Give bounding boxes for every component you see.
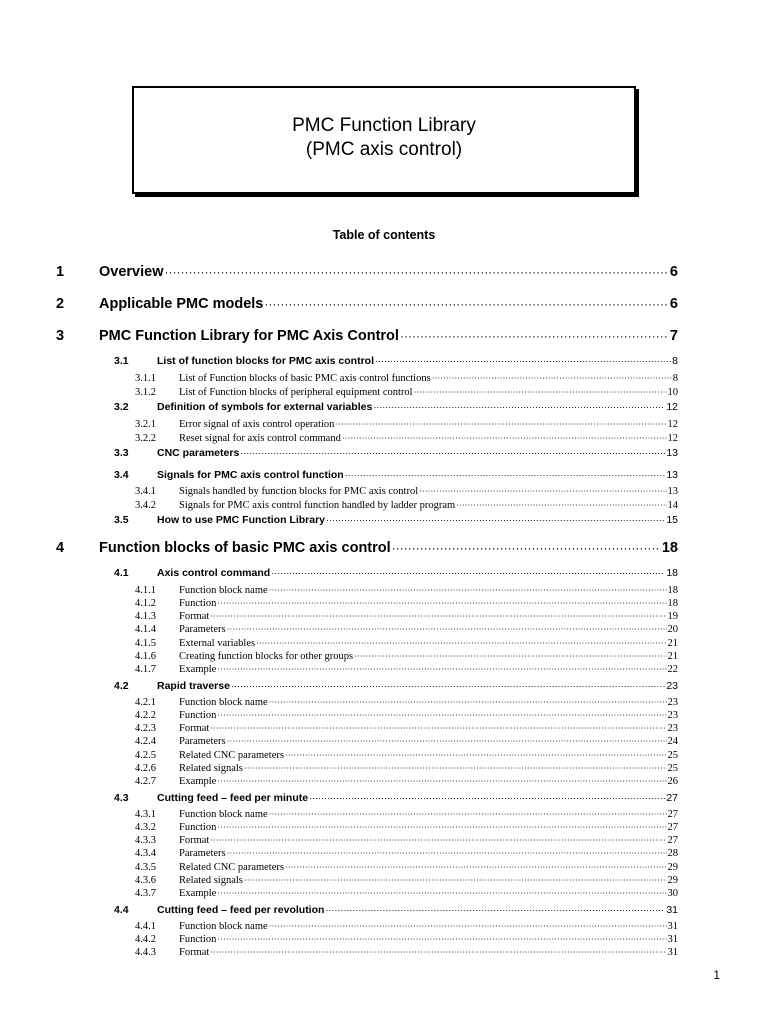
toc-entry-number: 4.3.3	[135, 835, 156, 846]
toc-entry-page: 22	[667, 664, 678, 675]
toc-entry-title: Related signals	[179, 763, 243, 774]
toc-entry-number: 3	[56, 328, 65, 344]
toc-entry-page: 10	[667, 387, 678, 398]
toc-entry-level3[interactable]	[135, 750, 678, 761]
toc-entry-number: 4.1.2	[135, 598, 156, 609]
toc-entry-title: Format	[179, 611, 210, 622]
toc-entry-level3[interactable]	[135, 736, 678, 747]
toc-entry-level3[interactable]	[135, 710, 678, 721]
toc-entry-page: 23	[667, 710, 678, 721]
toc-entry-title: External variables	[179, 638, 256, 649]
dot-leader	[354, 651, 666, 662]
toc-entry-page: 20	[667, 624, 678, 635]
toc-entry-page: 18	[661, 540, 678, 556]
toc-entry-page: 19	[667, 611, 678, 622]
toc-entry-number: 4.2.2	[135, 710, 156, 721]
toc-entry-title: Function	[179, 598, 217, 609]
dot-leader	[231, 680, 665, 692]
toc-entry-page: 27	[667, 835, 678, 846]
document-title: PMC Function Library	[292, 115, 476, 136]
toc-entry-level3[interactable]	[135, 888, 678, 899]
toc-entry-level3[interactable]	[135, 776, 678, 787]
toc-entry-title: Related CNC parameters	[179, 750, 284, 761]
toc-entry-level2[interactable]	[114, 447, 678, 459]
toc-heading: Table of contents	[332, 228, 436, 242]
toc-entry-number: 4.1.1	[135, 585, 156, 596]
document-subtitle: (PMC axis control)	[305, 139, 463, 160]
toc-entry-title: Error signal of axis control operation	[179, 419, 335, 430]
toc-entry-title: Related signals	[179, 875, 243, 886]
toc-entry-title: How to use PMC Function Library	[157, 514, 326, 526]
dot-leader	[217, 888, 666, 899]
toc-entry-number: 4.1	[114, 567, 129, 579]
toc-entry-level3[interactable]	[135, 934, 678, 945]
toc-entry-title: Axis control command	[157, 567, 271, 579]
toc-entry-title: Format	[179, 835, 210, 846]
dot-leader	[256, 638, 666, 649]
dot-leader	[392, 540, 661, 556]
toc-entry-title: List of Function blocks of peripheral equipment control	[179, 387, 413, 398]
dot-leader	[244, 875, 667, 886]
toc-entry-level3[interactable]	[135, 611, 678, 622]
toc-entry-number: 4.3	[114, 792, 129, 804]
toc-entry-page: 12	[667, 433, 678, 444]
toc-entry-level2[interactable]	[114, 469, 678, 481]
toc-entry-level2[interactable]	[114, 401, 678, 413]
toc-entry-page: 27	[667, 809, 678, 820]
toc-entry-level3[interactable]	[135, 651, 678, 662]
toc-entry-number: 4.4.3	[135, 947, 156, 958]
toc-entry-page: 31	[667, 921, 678, 932]
toc-entry-number: 3.4.1	[135, 486, 156, 497]
toc-entry-page: 31	[667, 934, 678, 945]
toc-entry-title: Example	[179, 664, 217, 675]
toc-entry-page: 15	[666, 514, 678, 526]
toc-entry-title: Applicable PMC models	[99, 296, 264, 312]
toc-entry-level3[interactable]	[135, 373, 678, 384]
toc-entry-number: 4.2.5	[135, 750, 156, 761]
dot-leader	[210, 611, 666, 622]
toc-entry-level2[interactable]	[114, 680, 678, 692]
toc-entry-title: Parameters	[179, 624, 226, 635]
toc-entry-page: 6	[669, 264, 678, 280]
toc-entry-number: 4.3.2	[135, 822, 156, 833]
toc-entry-level3[interactable]	[135, 763, 678, 774]
toc-entry-title: Parameters	[179, 736, 226, 747]
dot-leader	[269, 585, 667, 596]
toc-entry-level3[interactable]	[135, 822, 678, 833]
dot-leader	[335, 419, 666, 430]
toc-entry-level2[interactable]	[114, 567, 678, 579]
dot-leader	[227, 624, 667, 635]
toc-entry-level3[interactable]	[135, 419, 678, 430]
toc-entry-number: 4.1.3	[135, 611, 156, 622]
toc-entry-level3[interactable]	[135, 664, 678, 675]
toc-entry-level3[interactable]	[135, 598, 678, 609]
toc-entry-page: 28	[667, 848, 678, 859]
toc-entry-level2[interactable]	[114, 514, 678, 526]
toc-entry-number: 3.1	[114, 355, 129, 367]
toc-entry-level3[interactable]	[135, 921, 678, 932]
toc-entry-title: Function	[179, 822, 217, 833]
toc-entry-number: 4.2.6	[135, 763, 156, 774]
dot-leader	[432, 373, 672, 384]
dot-leader	[210, 947, 666, 958]
toc-entry-number: 3.5	[114, 514, 129, 526]
toc-entry-number: 2	[56, 296, 65, 312]
toc-entry-page: 23	[667, 723, 678, 734]
toc-entry-title: Creating function blocks for other groups	[179, 651, 354, 662]
toc-entry-level3[interactable]	[135, 848, 678, 859]
toc-entry-title: Function	[179, 934, 217, 945]
toc-entry-page: 18	[667, 585, 678, 596]
toc-entry-number: 4.4.2	[135, 934, 156, 945]
dot-leader	[217, 598, 666, 609]
toc-entry-number: 1	[56, 264, 65, 280]
toc-entry-page: 25	[667, 750, 678, 761]
toc-entry-page: 30	[667, 888, 678, 899]
toc-entry-title: Function block name	[179, 585, 268, 596]
dot-leader	[400, 328, 669, 344]
page-number: 1	[713, 968, 720, 982]
toc-entry-number: 4.3.1	[135, 809, 156, 820]
toc-entry-title: Function block name	[179, 697, 268, 708]
toc-entry-number: 4.2	[114, 680, 129, 692]
dot-leader	[269, 809, 667, 820]
dot-leader	[269, 697, 667, 708]
toc-entry-number: 4	[56, 540, 65, 556]
toc-entry-title: Example	[179, 776, 217, 787]
toc-entry-title: Format	[179, 947, 210, 958]
dot-leader	[309, 792, 665, 804]
toc-entry-number: 4.4.1	[135, 921, 156, 932]
toc-entry-title: Function blocks of basic PMC axis control	[99, 540, 391, 556]
dot-leader	[345, 469, 666, 481]
dot-leader	[210, 835, 666, 846]
toc-entry-page: 24	[667, 736, 678, 747]
toc-entry-number: 4.2.4	[135, 736, 156, 747]
toc-entry-level3[interactable]	[135, 433, 678, 444]
toc-entry-number: 4.1.6	[135, 651, 156, 662]
dot-leader	[217, 822, 666, 833]
toc-entry-page: 31	[667, 947, 678, 958]
toc-entry-title: Signals for PMC axis control function handled by ladder program	[179, 500, 456, 511]
dot-leader	[285, 750, 667, 761]
toc-entry-number: 4.3.4	[135, 848, 156, 859]
toc-entry-level2[interactable]	[114, 904, 678, 916]
dot-leader	[227, 736, 667, 747]
toc-entry-level3[interactable]	[135, 697, 678, 708]
toc-entry-title: Rapid traverse	[157, 680, 230, 692]
toc-entry-number: 4.1.4	[135, 624, 156, 635]
dot-leader	[210, 723, 666, 734]
toc-entry-page: 29	[667, 875, 678, 886]
toc-entry-page: 23	[666, 680, 678, 692]
toc-entry-number: 3.3	[114, 447, 129, 459]
toc-entry-page: 31	[666, 904, 678, 916]
toc-entry-title: List of function blocks for PMC axis control	[157, 355, 375, 367]
document-title-box	[132, 86, 636, 194]
toc-entry-level3[interactable]	[135, 835, 678, 846]
dot-leader	[419, 486, 666, 497]
toc-entry-number: 4.2.7	[135, 776, 156, 787]
toc-entry-title: Overview	[99, 264, 164, 280]
toc-entry-page: 29	[667, 862, 678, 873]
toc-entry-number: 4.2.3	[135, 723, 156, 734]
toc-entry-page: 18	[667, 598, 678, 609]
toc-entry-page: 14	[667, 500, 678, 511]
toc-entry-page: 27	[666, 792, 678, 804]
toc-entry-page: 12	[666, 401, 678, 413]
toc-entry-page: 13	[666, 469, 678, 481]
toc-entry-level3[interactable]	[135, 875, 678, 886]
toc-entry-page: 27	[667, 822, 678, 833]
toc-entry-level1[interactable]	[56, 540, 678, 556]
dot-leader	[244, 763, 667, 774]
dot-leader	[217, 776, 666, 787]
dot-leader	[217, 934, 666, 945]
toc-entry-level2[interactable]	[114, 792, 678, 804]
toc-entry-title: List of Function blocks of basic PMC axis control functions	[179, 373, 431, 384]
toc-entry-level1[interactable]	[56, 264, 678, 280]
toc-entry-level1[interactable]	[56, 296, 678, 312]
toc-entry-page: 25	[667, 763, 678, 774]
dot-leader	[373, 401, 665, 413]
dot-leader	[414, 387, 667, 398]
toc-entry-page: 23	[667, 697, 678, 708]
toc-entry-level3[interactable]	[135, 638, 678, 649]
toc-entry-title: Reset signal for axis control command	[179, 433, 341, 444]
toc-entry-number: 3.2.2	[135, 433, 156, 444]
toc-entry-level3[interactable]	[135, 387, 678, 398]
dot-leader	[240, 447, 665, 459]
toc-entry-title: Definition of symbols for external variables	[157, 401, 373, 413]
toc-entry-page: 21	[667, 638, 678, 649]
dot-leader	[325, 904, 665, 916]
toc-entry-title: Cutting feed – feed per revolution	[157, 904, 325, 916]
toc-entry-title: Signals handled by function blocks for PMC axis control	[179, 486, 419, 497]
toc-entry-page: 18	[666, 567, 678, 579]
toc-entry-page: 6	[669, 296, 678, 312]
toc-entry-number: 4.3.7	[135, 888, 156, 899]
toc-entry-level2[interactable]	[114, 355, 678, 367]
dot-leader	[264, 296, 669, 312]
toc-entry-number: 3.1.1	[135, 373, 156, 384]
toc-entry-number: 4.4	[114, 904, 129, 916]
toc-entry-title: Format	[179, 723, 210, 734]
toc-entry-title: CNC parameters	[157, 447, 240, 459]
toc-entry-level3[interactable]	[135, 862, 678, 873]
toc-entry-level3[interactable]	[135, 486, 678, 497]
dot-leader	[326, 514, 665, 526]
toc-entry-page: 7	[669, 328, 678, 344]
toc-entry-number: 3.2	[114, 401, 129, 413]
toc-entry-level3[interactable]	[135, 947, 678, 958]
dot-leader	[375, 355, 671, 367]
dot-leader	[227, 848, 667, 859]
dot-leader	[285, 862, 667, 873]
toc-entry-page: 21	[667, 651, 678, 662]
toc-entry-page: 8	[672, 355, 678, 367]
toc-entry-level3[interactable]	[135, 500, 678, 511]
toc-entry-number: 3.2.1	[135, 419, 156, 430]
toc-entry-number: 4.3.5	[135, 862, 156, 873]
toc-entry-number: 4.1.5	[135, 638, 156, 649]
toc-entry-title: PMC Function Library for PMC Axis Control	[99, 328, 399, 344]
dot-leader	[271, 567, 665, 579]
toc-entry-title: Function block name	[179, 809, 268, 820]
dot-leader	[165, 264, 669, 280]
toc-entry-title: Function	[179, 710, 217, 721]
dot-leader	[342, 433, 667, 444]
toc-entry-level3[interactable]	[135, 809, 678, 820]
toc-entry-page: 12	[667, 419, 678, 430]
toc-entry-page: 13	[666, 447, 678, 459]
toc-entry-page: 13	[667, 486, 678, 497]
toc-entry-title: Parameters	[179, 848, 226, 859]
toc-entry-level3[interactable]	[135, 624, 678, 635]
toc-entry-number: 4.1.7	[135, 664, 156, 675]
toc-entry-title: Related CNC parameters	[179, 862, 284, 873]
toc-entry-title: Example	[179, 888, 217, 899]
dot-leader	[217, 664, 666, 675]
dot-leader	[456, 500, 666, 511]
dot-leader	[217, 710, 666, 721]
toc-entry-level1[interactable]	[56, 328, 678, 344]
toc-entry-number: 4.2.1	[135, 697, 156, 708]
toc-entry-title: Signals for PMC axis control function	[157, 469, 344, 481]
dot-leader	[269, 921, 667, 932]
toc-entry-level3[interactable]	[135, 723, 678, 734]
toc-entry-title: Function block name	[179, 921, 268, 932]
toc-entry-number: 3.4.2	[135, 500, 156, 511]
toc-entry-level3[interactable]	[135, 585, 678, 596]
toc-entry-page: 8	[672, 373, 678, 384]
toc-entry-number: 4.3.6	[135, 875, 156, 886]
toc-entry-number: 3.4	[114, 469, 129, 481]
toc-entry-title: Cutting feed – feed per minute	[157, 792, 309, 804]
toc-entry-number: 3.1.2	[135, 387, 156, 398]
toc-entry-page: 26	[667, 776, 678, 787]
